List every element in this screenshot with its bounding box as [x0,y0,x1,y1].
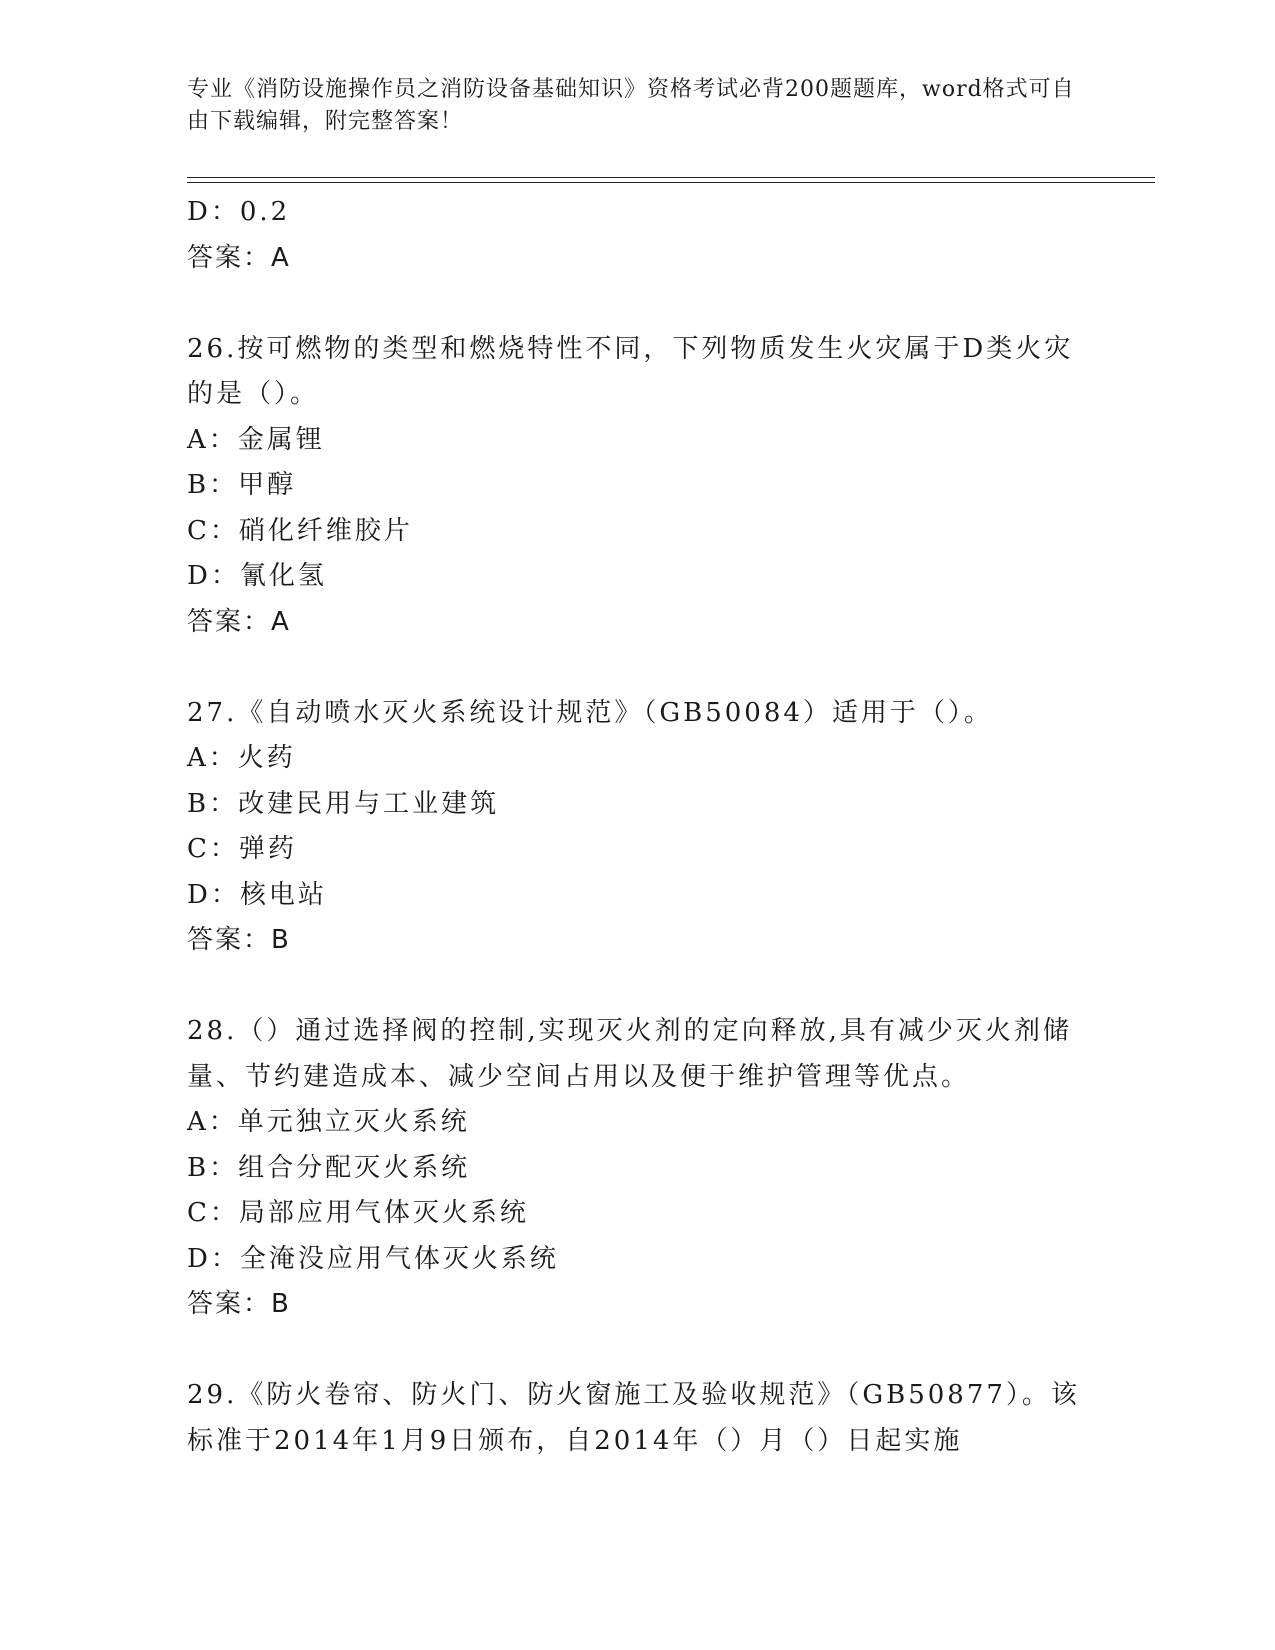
prev-answer: 答案：A [187,242,291,273]
document-header [187,74,1087,138]
option-d: D：全淹没应用气体灭火系统 [187,1243,559,1274]
answer: 答案：B [187,925,291,955]
question-text: 27.《自动喷水灭火系统设计规范》（GB50084）适用于（）。 [187,697,993,728]
question-27 [187,691,1087,964]
question-26 [187,327,1087,646]
option-c: C：弹药 [187,834,297,864]
option-a: A：火药 [187,743,296,773]
option-c: C：硝化纤维胶片 [187,515,413,546]
option-d: D：氰化氢 [187,561,327,591]
document-body [187,190,1087,1464]
prev-option-d: D：0.2 [187,197,291,227]
answer: 答案：A [187,606,291,637]
question-text: 28.（）通过选择阀的控制,实现灭火剂的定向释放,具有减少灭火剂储量、节约建造成本、减少空间占用以及便于维护管理等优点。 [187,1016,1072,1092]
question-text: 26.按可燃物的类型和燃烧特性不同，下列物质发生火灾属于D类火灾的是（）。 [187,333,1074,409]
header-rule-top [187,177,1155,178]
option-d: D：核电站 [187,879,327,910]
option-a: A：单元独立灭火系统 [187,1107,470,1137]
header-rule-bottom [187,182,1155,183]
option-b: B：甲醇 [187,470,297,500]
question-text: 29.《防火卷帘、防火门、防火窗施工及验收规范》（GB50877）。该标准于2014年1月9日颁布，自2014年（）月（）日起实施 [187,1380,1080,1456]
header-title: 专业《消防设施操作员之消防设备基础知识》资格考试必背200题题库，word格式可自由下载编辑，附完整答案！ [187,77,1075,134]
spacer [187,645,1087,691]
question-29 [187,1373,1087,1464]
option-c: C：局部应用气体灭火系统 [187,1198,529,1228]
question-28 [187,1009,1087,1328]
option-b: B：组合分配灭火系统 [187,1152,471,1183]
option-b: B：改建民用与工业建筑 [187,788,500,819]
spacer [187,964,1087,1010]
spacer [187,1328,1087,1374]
option-a: A：金属锂 [187,424,325,455]
spacer [187,281,1087,327]
answer: 答案：B [187,1289,291,1319]
